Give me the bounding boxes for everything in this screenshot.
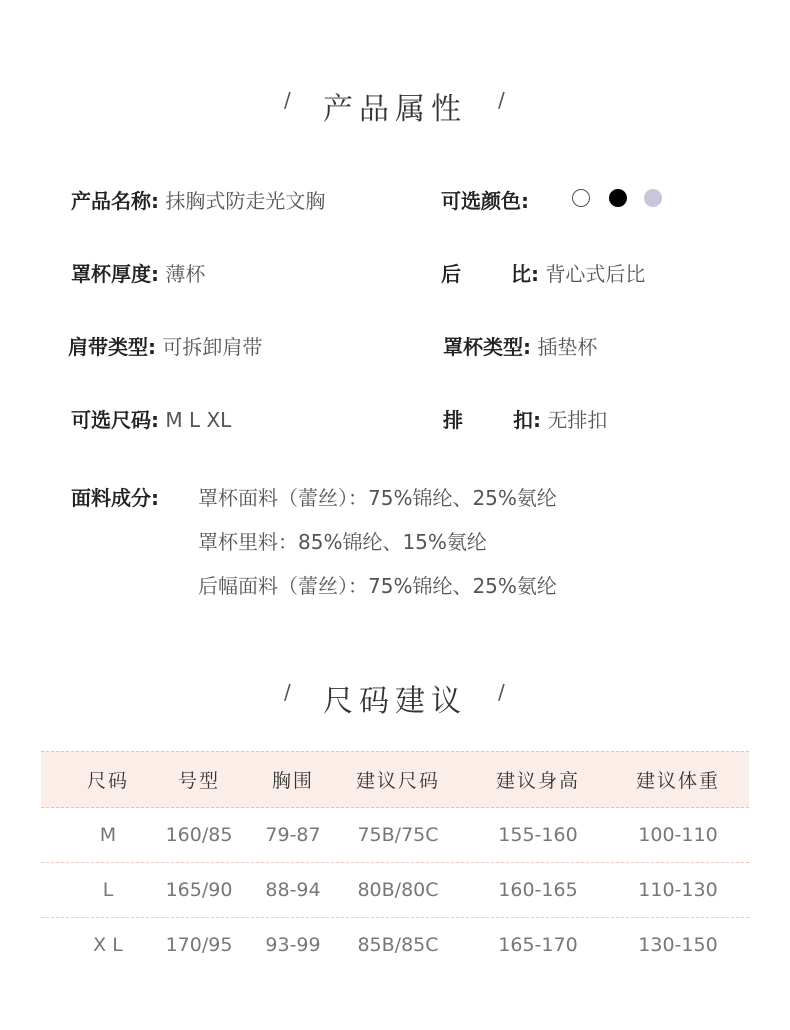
attr-label: 面料成分:: [71, 486, 159, 510]
size-table: [41, 751, 749, 972]
color-swatch-white[interactable]: [572, 189, 590, 207]
color-swatches: [572, 188, 672, 208]
table-cell: X L: [93, 934, 123, 956]
table-header-cell: 建议身高: [495, 770, 580, 792]
attr-value: 可拆卸肩带: [162, 335, 263, 359]
title-slash-left: /: [284, 680, 291, 704]
table-cell: L: [102, 879, 114, 901]
table-cell: 165/90: [165, 879, 233, 901]
fabric-line: 罩杯里料：85%锦纶、15%氨纶: [198, 530, 487, 554]
table-cell: 93-99: [265, 934, 321, 956]
table-header-cell: 号型: [177, 770, 220, 792]
size-title-text: 尺码建议: [323, 684, 467, 719]
attr-cup-thickness: [71, 258, 205, 287]
attr-label: 可选颜色:: [441, 189, 529, 213]
attr-label: 罩杯厚度:: [71, 262, 159, 286]
section-title-size: [0, 676, 790, 720]
table-cell: 130-150: [638, 934, 718, 956]
attr-label: 比:: [511, 262, 539, 286]
attr-fabric: [71, 482, 159, 511]
table-header-cell: 尺码: [86, 770, 129, 792]
table-cell: 79-87: [265, 824, 321, 846]
table-header-cell: 建议尺码: [355, 770, 440, 792]
color-swatch-black[interactable]: [609, 189, 627, 207]
attr-value: 无排扣: [547, 408, 608, 432]
attr-value: 插垫杯: [537, 335, 598, 359]
attr-cup-type: [443, 331, 597, 360]
table-row: [41, 863, 749, 918]
fabric-line: 罩杯面料（蕾丝）：75%锦纶、25%氨纶: [198, 486, 557, 510]
table-cell: 110-130: [638, 879, 718, 901]
table-row: [41, 808, 749, 863]
attr-sizes: [71, 404, 231, 433]
table-header-row: [41, 751, 749, 808]
section-title-attributes: [0, 84, 790, 128]
table-header-cell: 建议体重: [635, 770, 720, 792]
fabric-line: 后幅面料（蕾丝）：75%锦纶、25%氨纶: [198, 574, 557, 598]
attr-value: 薄杯: [165, 262, 206, 286]
attr-product-name: [71, 185, 325, 214]
attr-value: 背心式后比: [545, 262, 646, 286]
attr-back: [511, 258, 645, 287]
table-header-cell: 胸围: [271, 770, 314, 792]
table-cell: 160-165: [498, 879, 578, 901]
title-slash-left: /: [284, 88, 291, 112]
attr-label: 罩杯类型:: [443, 335, 531, 359]
attr-label: 产品名称:: [71, 189, 159, 213]
attributes-title-text: 产品属性: [323, 92, 467, 127]
table-cell: M: [99, 824, 117, 846]
attr-label: 可选尺码:: [71, 408, 159, 432]
attr-colors: [441, 185, 529, 214]
table-cell: 155-160: [498, 824, 578, 846]
attr-strap: [68, 331, 262, 360]
table-cell: 160/85: [165, 824, 233, 846]
attr-label: 扣:: [513, 408, 541, 432]
table-cell: 170/95: [165, 934, 233, 956]
attr-value: 抹胸式防走光文胸: [165, 189, 326, 213]
table-row: [41, 918, 749, 972]
table-cell: 88-94: [265, 879, 321, 901]
attr-back-label-first: 后: [441, 262, 461, 286]
table-cell: 165-170: [498, 934, 578, 956]
attr-clasp-label-first: 排: [443, 408, 463, 432]
table-cell: 80B/80C: [357, 879, 439, 901]
title-slash-right: /: [498, 88, 505, 112]
attr-label: 肩带类型:: [68, 335, 156, 359]
table-cell: 75B/75C: [357, 824, 439, 846]
table-cell: 100-110: [638, 824, 718, 846]
attr-value: M L XL: [165, 408, 232, 432]
attr-clasp: [513, 404, 607, 433]
color-swatch-lilac-gray[interactable]: [644, 189, 662, 207]
title-slash-right: /: [498, 680, 505, 704]
table-cell: 85B/85C: [357, 934, 439, 956]
